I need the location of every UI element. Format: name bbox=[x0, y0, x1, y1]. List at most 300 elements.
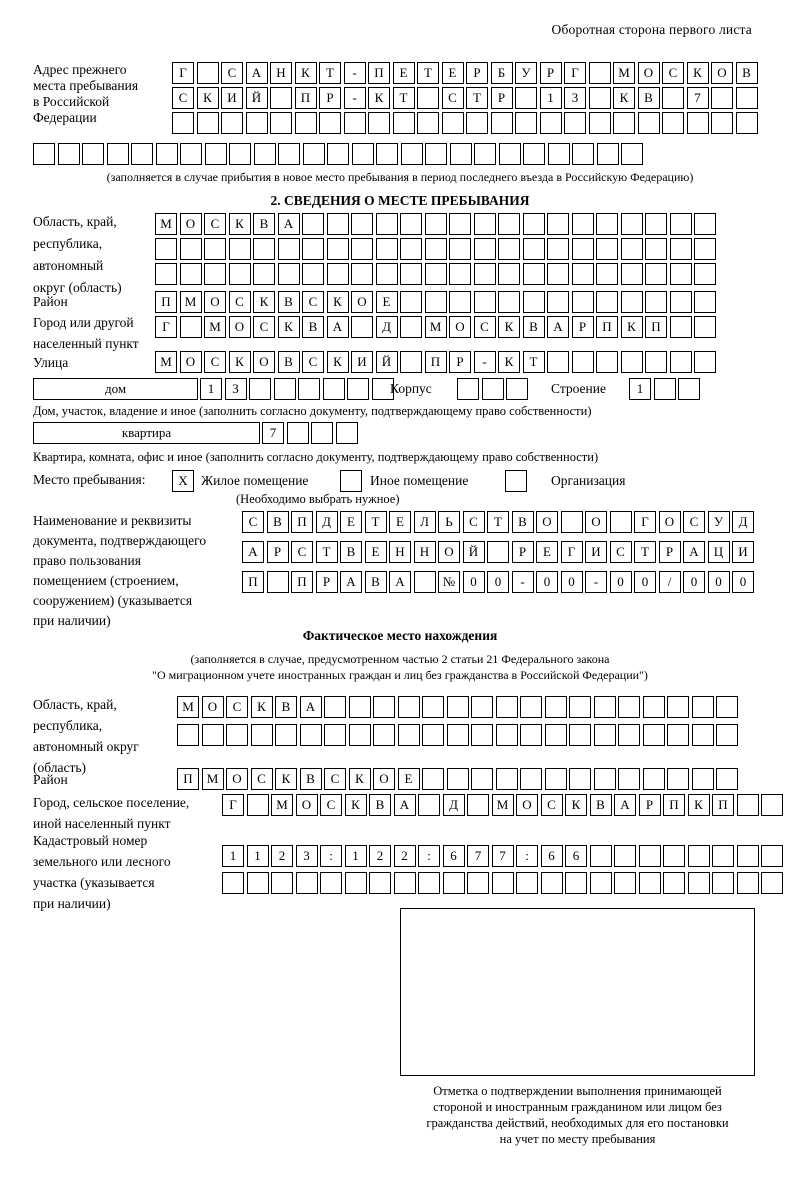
char-box[interactable] bbox=[547, 238, 569, 260]
char-box[interactable]: Т bbox=[466, 87, 488, 109]
char-box[interactable] bbox=[253, 238, 275, 260]
char-box[interactable] bbox=[639, 845, 661, 867]
char-box[interactable]: Р bbox=[512, 541, 534, 563]
char-box[interactable]: К bbox=[565, 794, 587, 816]
char-box[interactable]: 0 bbox=[463, 571, 485, 593]
char-box[interactable] bbox=[590, 872, 612, 894]
char-box[interactable] bbox=[572, 263, 594, 285]
char-box[interactable]: Т bbox=[417, 62, 439, 84]
char-box[interactable] bbox=[271, 872, 293, 894]
char-box[interactable]: Е bbox=[340, 511, 362, 533]
char-box[interactable]: А bbox=[246, 62, 268, 84]
char-box[interactable] bbox=[82, 143, 104, 165]
char-box[interactable] bbox=[422, 696, 444, 718]
char-box[interactable] bbox=[349, 724, 371, 746]
char-box[interactable]: П bbox=[712, 794, 734, 816]
char-box[interactable]: 2 bbox=[394, 845, 416, 867]
actual-district-row[interactable] bbox=[177, 768, 741, 790]
char-box[interactable] bbox=[565, 872, 587, 894]
char-box[interactable]: К bbox=[327, 291, 349, 313]
char-box[interactable]: Р bbox=[267, 541, 289, 563]
char-box[interactable]: П bbox=[177, 768, 199, 790]
char-box[interactable] bbox=[610, 511, 632, 533]
char-box[interactable] bbox=[662, 87, 684, 109]
char-box[interactable]: У bbox=[708, 511, 730, 533]
char-box[interactable]: С bbox=[320, 794, 342, 816]
char-box[interactable] bbox=[737, 872, 759, 894]
char-box[interactable] bbox=[540, 112, 562, 134]
char-box[interactable] bbox=[667, 724, 689, 746]
char-box[interactable] bbox=[229, 238, 251, 260]
char-box[interactable]: : bbox=[320, 845, 342, 867]
char-box[interactable] bbox=[761, 794, 783, 816]
char-box[interactable]: 1 bbox=[222, 845, 244, 867]
char-box[interactable]: Н bbox=[270, 62, 292, 84]
char-box[interactable]: Р bbox=[659, 541, 681, 563]
char-box[interactable]: А bbox=[300, 696, 322, 718]
char-box[interactable] bbox=[274, 378, 296, 400]
char-box[interactable] bbox=[618, 768, 640, 790]
char-box[interactable] bbox=[716, 696, 738, 718]
char-box[interactable] bbox=[498, 263, 520, 285]
char-box[interactable] bbox=[278, 143, 300, 165]
char-box[interactable]: М bbox=[155, 351, 177, 373]
char-box[interactable] bbox=[498, 291, 520, 313]
char-box[interactable]: С bbox=[242, 511, 264, 533]
char-box[interactable] bbox=[618, 696, 640, 718]
char-box[interactable] bbox=[621, 291, 643, 313]
document-row-1[interactable] bbox=[242, 511, 757, 533]
char-box[interactable] bbox=[492, 872, 514, 894]
char-box[interactable]: Б bbox=[491, 62, 513, 84]
char-box[interactable] bbox=[400, 263, 422, 285]
char-box[interactable] bbox=[711, 112, 733, 134]
char-box[interactable]: С bbox=[610, 541, 632, 563]
char-box[interactable] bbox=[638, 112, 660, 134]
char-box[interactable] bbox=[589, 112, 611, 134]
char-box[interactable] bbox=[523, 143, 545, 165]
actual-region-row-1[interactable] bbox=[177, 696, 741, 718]
char-box[interactable]: С bbox=[541, 794, 563, 816]
char-box[interactable]: / bbox=[659, 571, 681, 593]
char-box[interactable] bbox=[418, 872, 440, 894]
char-box[interactable] bbox=[737, 845, 759, 867]
char-box[interactable]: А bbox=[327, 316, 349, 338]
char-box[interactable] bbox=[270, 87, 292, 109]
char-box[interactable]: С bbox=[291, 541, 313, 563]
char-box[interactable] bbox=[670, 238, 692, 260]
char-box[interactable] bbox=[247, 872, 269, 894]
char-box[interactable] bbox=[347, 378, 369, 400]
char-box[interactable] bbox=[670, 263, 692, 285]
char-box[interactable]: С bbox=[474, 316, 496, 338]
char-box[interactable] bbox=[523, 238, 545, 260]
char-box[interactable] bbox=[447, 724, 469, 746]
char-box[interactable]: С bbox=[229, 291, 251, 313]
cadastral-row-1[interactable] bbox=[222, 845, 786, 867]
prev-address-row-3[interactable] bbox=[172, 112, 760, 134]
char-box[interactable] bbox=[398, 696, 420, 718]
char-box[interactable] bbox=[449, 291, 471, 313]
char-box[interactable] bbox=[246, 112, 268, 134]
char-box[interactable]: Г bbox=[222, 794, 244, 816]
char-box[interactable]: К bbox=[687, 62, 709, 84]
char-box[interactable] bbox=[302, 263, 324, 285]
char-box[interactable]: 1 bbox=[247, 845, 269, 867]
char-box[interactable] bbox=[351, 238, 373, 260]
char-box[interactable] bbox=[645, 213, 667, 235]
char-box[interactable] bbox=[58, 143, 80, 165]
char-box[interactable]: И bbox=[585, 541, 607, 563]
char-box[interactable]: У bbox=[515, 62, 537, 84]
char-box[interactable] bbox=[561, 511, 583, 533]
char-box[interactable]: - bbox=[512, 571, 534, 593]
char-box[interactable]: С bbox=[302, 351, 324, 373]
char-box[interactable]: О bbox=[296, 794, 318, 816]
char-box[interactable] bbox=[425, 213, 447, 235]
char-box[interactable] bbox=[694, 291, 716, 313]
char-box[interactable] bbox=[572, 213, 594, 235]
region-row-2[interactable] bbox=[155, 238, 719, 260]
char-box[interactable] bbox=[449, 263, 471, 285]
char-box[interactable] bbox=[594, 768, 616, 790]
char-box[interactable] bbox=[663, 845, 685, 867]
char-box[interactable] bbox=[643, 724, 665, 746]
char-box[interactable]: Н bbox=[389, 541, 411, 563]
street-row[interactable] bbox=[155, 351, 719, 373]
char-box[interactable] bbox=[287, 422, 309, 444]
char-box[interactable]: О bbox=[204, 291, 226, 313]
char-box[interactable] bbox=[621, 351, 643, 373]
char-box[interactable]: П bbox=[155, 291, 177, 313]
char-box[interactable]: М bbox=[613, 62, 635, 84]
char-box[interactable] bbox=[716, 724, 738, 746]
char-box[interactable]: 0 bbox=[683, 571, 705, 593]
char-box[interactable] bbox=[414, 571, 436, 593]
char-box[interactable]: П bbox=[645, 316, 667, 338]
char-box[interactable] bbox=[474, 263, 496, 285]
char-box[interactable]: Е bbox=[376, 291, 398, 313]
char-box[interactable] bbox=[523, 291, 545, 313]
char-box[interactable]: 7 bbox=[262, 422, 284, 444]
char-box[interactable] bbox=[515, 112, 537, 134]
char-box[interactable] bbox=[202, 724, 224, 746]
char-box[interactable] bbox=[466, 112, 488, 134]
char-box[interactable] bbox=[401, 143, 423, 165]
char-box[interactable] bbox=[694, 238, 716, 260]
char-box[interactable] bbox=[442, 112, 464, 134]
char-box[interactable] bbox=[302, 238, 324, 260]
char-box[interactable] bbox=[373, 696, 395, 718]
char-box[interactable] bbox=[678, 378, 700, 400]
char-box[interactable] bbox=[498, 213, 520, 235]
char-box[interactable] bbox=[694, 351, 716, 373]
char-box[interactable]: К bbox=[295, 62, 317, 84]
char-box[interactable]: О bbox=[449, 316, 471, 338]
char-box[interactable] bbox=[267, 571, 289, 593]
char-box[interactable] bbox=[572, 238, 594, 260]
char-box[interactable]: С bbox=[302, 291, 324, 313]
char-box[interactable]: К bbox=[349, 768, 371, 790]
korpus-boxes[interactable] bbox=[457, 378, 531, 400]
char-box[interactable]: И bbox=[221, 87, 243, 109]
char-box[interactable]: Р bbox=[466, 62, 488, 84]
char-box[interactable] bbox=[253, 263, 275, 285]
char-box[interactable] bbox=[523, 213, 545, 235]
char-box[interactable]: А bbox=[683, 541, 705, 563]
checkbox-organization[interactable] bbox=[505, 470, 527, 492]
char-box[interactable] bbox=[569, 696, 591, 718]
char-box[interactable]: Д bbox=[316, 511, 338, 533]
char-box[interactable] bbox=[572, 143, 594, 165]
char-box[interactable] bbox=[425, 291, 447, 313]
char-box[interactable] bbox=[548, 143, 570, 165]
char-box[interactable] bbox=[295, 112, 317, 134]
char-box[interactable] bbox=[572, 351, 594, 373]
char-box[interactable] bbox=[515, 87, 537, 109]
char-box[interactable]: В bbox=[523, 316, 545, 338]
char-box[interactable] bbox=[398, 724, 420, 746]
char-box[interactable]: 3 bbox=[296, 845, 318, 867]
char-box[interactable] bbox=[520, 724, 542, 746]
char-box[interactable] bbox=[204, 263, 226, 285]
char-box[interactable] bbox=[180, 316, 202, 338]
char-box[interactable]: П bbox=[663, 794, 685, 816]
char-box[interactable] bbox=[400, 316, 422, 338]
char-box[interactable]: 3 bbox=[564, 87, 586, 109]
char-box[interactable]: 6 bbox=[565, 845, 587, 867]
char-box[interactable] bbox=[229, 143, 251, 165]
char-box[interactable]: Р bbox=[316, 571, 338, 593]
char-box[interactable] bbox=[400, 291, 422, 313]
document-row-2[interactable] bbox=[242, 541, 757, 563]
char-box[interactable] bbox=[670, 291, 692, 313]
char-box[interactable] bbox=[369, 872, 391, 894]
char-box[interactable] bbox=[670, 316, 692, 338]
char-box[interactable] bbox=[496, 724, 518, 746]
char-box[interactable]: О bbox=[659, 511, 681, 533]
char-box[interactable]: 0 bbox=[708, 571, 730, 593]
char-box[interactable] bbox=[352, 143, 374, 165]
char-box[interactable]: С bbox=[683, 511, 705, 533]
char-box[interactable] bbox=[222, 872, 244, 894]
char-box[interactable] bbox=[251, 724, 273, 746]
char-box[interactable] bbox=[498, 238, 520, 260]
char-box[interactable] bbox=[447, 696, 469, 718]
char-box[interactable] bbox=[667, 696, 689, 718]
char-box[interactable] bbox=[351, 316, 373, 338]
char-box[interactable]: К bbox=[498, 316, 520, 338]
char-box[interactable] bbox=[311, 422, 333, 444]
char-box[interactable]: 1 bbox=[540, 87, 562, 109]
char-box[interactable] bbox=[449, 213, 471, 235]
char-box[interactable] bbox=[300, 724, 322, 746]
char-box[interactable]: Р bbox=[491, 87, 513, 109]
char-box[interactable]: В bbox=[278, 351, 300, 373]
char-box[interactable] bbox=[249, 378, 271, 400]
char-box[interactable] bbox=[204, 238, 226, 260]
char-box[interactable] bbox=[613, 112, 635, 134]
house-label-field[interactable]: дом bbox=[33, 378, 198, 400]
char-box[interactable]: К bbox=[251, 696, 273, 718]
char-box[interactable]: - bbox=[344, 62, 366, 84]
char-box[interactable]: 7 bbox=[492, 845, 514, 867]
char-box[interactable]: Ь bbox=[438, 511, 460, 533]
char-box[interactable]: К bbox=[368, 87, 390, 109]
char-box[interactable] bbox=[618, 724, 640, 746]
char-box[interactable]: В bbox=[278, 291, 300, 313]
char-box[interactable]: В bbox=[275, 696, 297, 718]
char-box[interactable] bbox=[736, 112, 758, 134]
char-box[interactable] bbox=[596, 213, 618, 235]
flat-boxes[interactable] bbox=[262, 422, 360, 444]
char-box[interactable]: : bbox=[516, 845, 538, 867]
char-box[interactable] bbox=[499, 143, 521, 165]
char-box[interactable]: В bbox=[365, 571, 387, 593]
char-box[interactable]: Г bbox=[564, 62, 586, 84]
char-box[interactable] bbox=[180, 263, 202, 285]
char-box[interactable]: 7 bbox=[687, 87, 709, 109]
char-box[interactable]: А bbox=[242, 541, 264, 563]
char-box[interactable] bbox=[639, 872, 661, 894]
char-box[interactable]: Н bbox=[414, 541, 436, 563]
char-box[interactable]: В bbox=[253, 213, 275, 235]
char-box[interactable]: С bbox=[253, 316, 275, 338]
char-box[interactable]: Г bbox=[155, 316, 177, 338]
char-box[interactable] bbox=[662, 112, 684, 134]
char-box[interactable]: К bbox=[253, 291, 275, 313]
char-box[interactable] bbox=[302, 213, 324, 235]
char-box[interactable] bbox=[351, 213, 373, 235]
char-box[interactable]: М bbox=[492, 794, 514, 816]
char-box[interactable]: М bbox=[155, 213, 177, 235]
char-box[interactable] bbox=[278, 263, 300, 285]
actual-region-row-2[interactable] bbox=[177, 724, 741, 746]
char-box[interactable]: № bbox=[438, 571, 460, 593]
char-box[interactable]: В bbox=[638, 87, 660, 109]
char-box[interactable]: П bbox=[291, 571, 313, 593]
char-box[interactable] bbox=[712, 845, 734, 867]
char-box[interactable]: О bbox=[180, 351, 202, 373]
char-box[interactable] bbox=[422, 724, 444, 746]
region-row-3[interactable] bbox=[155, 263, 719, 285]
char-box[interactable]: К bbox=[197, 87, 219, 109]
char-box[interactable]: О bbox=[516, 794, 538, 816]
char-box[interactable] bbox=[596, 291, 618, 313]
char-box[interactable]: М bbox=[204, 316, 226, 338]
char-box[interactable]: В bbox=[736, 62, 758, 84]
char-box[interactable] bbox=[298, 378, 320, 400]
char-box[interactable] bbox=[645, 351, 667, 373]
char-box[interactable] bbox=[761, 845, 783, 867]
char-box[interactable]: О bbox=[351, 291, 373, 313]
prev-address-row-4[interactable] bbox=[33, 143, 646, 165]
char-box[interactable] bbox=[694, 263, 716, 285]
char-box[interactable] bbox=[541, 872, 563, 894]
char-box[interactable]: К bbox=[229, 351, 251, 373]
stamp-area[interactable] bbox=[400, 908, 755, 1076]
char-box[interactable]: 0 bbox=[536, 571, 558, 593]
char-box[interactable]: 1 bbox=[629, 378, 651, 400]
char-box[interactable] bbox=[247, 794, 269, 816]
char-box[interactable] bbox=[275, 724, 297, 746]
char-box[interactable]: Е bbox=[398, 768, 420, 790]
char-box[interactable] bbox=[327, 213, 349, 235]
char-box[interactable] bbox=[226, 724, 248, 746]
char-box[interactable] bbox=[474, 143, 496, 165]
char-box[interactable] bbox=[712, 872, 734, 894]
char-box[interactable]: С bbox=[324, 768, 346, 790]
char-box[interactable] bbox=[400, 351, 422, 373]
char-box[interactable]: С bbox=[442, 87, 464, 109]
char-box[interactable]: 1 bbox=[200, 378, 222, 400]
char-box[interactable]: А bbox=[394, 794, 416, 816]
char-box[interactable] bbox=[417, 112, 439, 134]
char-box[interactable] bbox=[471, 768, 493, 790]
char-box[interactable] bbox=[687, 112, 709, 134]
char-box[interactable]: Г bbox=[172, 62, 194, 84]
char-box[interactable] bbox=[320, 872, 342, 894]
char-box[interactable]: В bbox=[369, 794, 391, 816]
char-box[interactable] bbox=[205, 143, 227, 165]
char-box[interactable] bbox=[327, 238, 349, 260]
char-box[interactable] bbox=[345, 872, 367, 894]
char-box[interactable]: В bbox=[512, 511, 534, 533]
char-box[interactable]: С bbox=[204, 351, 226, 373]
char-box[interactable]: 7 bbox=[467, 845, 489, 867]
char-box[interactable]: 0 bbox=[610, 571, 632, 593]
char-box[interactable] bbox=[131, 143, 153, 165]
char-box[interactable]: - bbox=[585, 571, 607, 593]
char-box[interactable] bbox=[474, 213, 496, 235]
char-box[interactable] bbox=[569, 768, 591, 790]
char-box[interactable] bbox=[667, 768, 689, 790]
char-box[interactable] bbox=[643, 768, 665, 790]
char-box[interactable] bbox=[393, 112, 415, 134]
char-box[interactable]: С bbox=[172, 87, 194, 109]
char-box[interactable]: С bbox=[204, 213, 226, 235]
char-box[interactable] bbox=[692, 768, 714, 790]
char-box[interactable]: М bbox=[180, 291, 202, 313]
char-box[interactable] bbox=[688, 872, 710, 894]
char-box[interactable] bbox=[319, 112, 341, 134]
char-box[interactable] bbox=[336, 422, 358, 444]
char-box[interactable] bbox=[443, 872, 465, 894]
char-box[interactable]: К bbox=[345, 794, 367, 816]
char-box[interactable] bbox=[688, 845, 710, 867]
char-box[interactable] bbox=[155, 238, 177, 260]
char-box[interactable] bbox=[506, 378, 528, 400]
char-box[interactable]: О bbox=[253, 351, 275, 373]
char-box[interactable]: В bbox=[267, 511, 289, 533]
char-box[interactable]: К bbox=[327, 351, 349, 373]
char-box[interactable] bbox=[643, 696, 665, 718]
char-box[interactable] bbox=[670, 351, 692, 373]
char-box[interactable]: 3 bbox=[225, 378, 247, 400]
char-box[interactable]: - bbox=[344, 87, 366, 109]
char-box[interactable] bbox=[614, 845, 636, 867]
char-box[interactable] bbox=[547, 213, 569, 235]
char-box[interactable]: Р bbox=[319, 87, 341, 109]
char-box[interactable]: С bbox=[662, 62, 684, 84]
char-box[interactable] bbox=[221, 112, 243, 134]
char-box[interactable]: О bbox=[438, 541, 460, 563]
char-box[interactable]: К bbox=[613, 87, 635, 109]
char-box[interactable] bbox=[564, 112, 586, 134]
document-row-3[interactable] bbox=[242, 571, 757, 593]
char-box[interactable]: В bbox=[300, 768, 322, 790]
char-box[interactable]: Е bbox=[536, 541, 558, 563]
